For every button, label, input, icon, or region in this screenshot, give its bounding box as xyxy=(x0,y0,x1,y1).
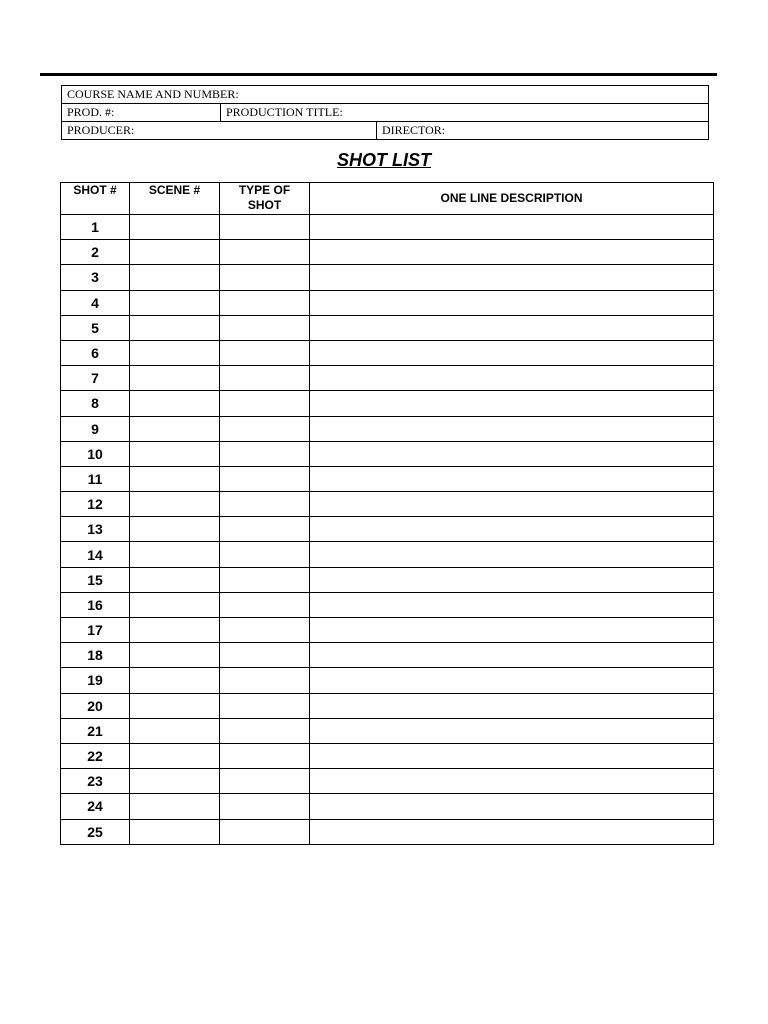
shot-number-cell: 6 xyxy=(61,340,130,365)
type-of-shot-cell[interactable] xyxy=(220,743,310,768)
scene-number-cell[interactable] xyxy=(130,769,220,794)
scene-number-cell[interactable] xyxy=(130,542,220,567)
scene-number-cell[interactable] xyxy=(130,492,220,517)
shot-number-cell: 14 xyxy=(61,542,130,567)
shot-number-cell: 22 xyxy=(61,743,130,768)
description-cell[interactable] xyxy=(310,542,714,567)
description-cell[interactable] xyxy=(310,718,714,743)
shot-number-cell: 19 xyxy=(61,668,130,693)
shot-number-cell: 20 xyxy=(61,693,130,718)
table-header-row xyxy=(61,183,714,215)
type-of-shot-cell[interactable] xyxy=(220,718,310,743)
scene-number-cell[interactable] xyxy=(130,315,220,340)
table-row xyxy=(61,240,714,265)
description-cell[interactable] xyxy=(310,441,714,466)
type-of-shot-cell[interactable] xyxy=(220,492,310,517)
scene-number-cell[interactable] xyxy=(130,643,220,668)
table-row xyxy=(61,643,714,668)
description-cell[interactable] xyxy=(310,240,714,265)
shot-number-cell: 5 xyxy=(61,315,130,340)
description-cell[interactable] xyxy=(310,391,714,416)
shot-number-cell: 15 xyxy=(61,567,130,592)
col-header-type-of-shot: TYPE OF SHOT xyxy=(220,183,310,215)
shot-number-cell: 7 xyxy=(61,366,130,391)
description-cell[interactable] xyxy=(310,794,714,819)
type-of-shot-cell[interactable] xyxy=(220,441,310,466)
scene-number-cell[interactable] xyxy=(130,592,220,617)
scene-number-cell[interactable] xyxy=(130,441,220,466)
table-row xyxy=(61,693,714,718)
description-cell[interactable] xyxy=(310,215,714,240)
scene-number-cell[interactable] xyxy=(130,819,220,844)
course-row xyxy=(62,86,708,104)
type-of-shot-cell[interactable] xyxy=(220,592,310,617)
table-row xyxy=(61,315,714,340)
description-cell[interactable] xyxy=(310,618,714,643)
scene-number-cell[interactable] xyxy=(130,340,220,365)
table-row xyxy=(61,517,714,542)
table-row xyxy=(61,618,714,643)
shot-number-cell: 11 xyxy=(61,466,130,491)
table-row xyxy=(61,769,714,794)
type-of-shot-cell[interactable] xyxy=(220,794,310,819)
shot-number-cell: 12 xyxy=(61,492,130,517)
people-row xyxy=(62,122,708,139)
type-of-shot-cell[interactable] xyxy=(220,542,310,567)
shot-number-cell: 13 xyxy=(61,517,130,542)
table-row xyxy=(61,340,714,365)
description-cell[interactable] xyxy=(310,819,714,844)
description-cell[interactable] xyxy=(310,643,714,668)
scene-number-cell[interactable] xyxy=(130,240,220,265)
scene-number-cell[interactable] xyxy=(130,466,220,491)
shot-number-cell: 25 xyxy=(61,819,130,844)
description-cell[interactable] xyxy=(310,693,714,718)
type-of-shot-cell[interactable] xyxy=(220,290,310,315)
table-row xyxy=(61,416,714,441)
type-of-shot-cell[interactable] xyxy=(220,416,310,441)
table-row xyxy=(61,743,714,768)
production-title-field[interactable]: PRODUCTION TITLE: xyxy=(220,104,708,121)
table-row xyxy=(61,366,714,391)
table-row xyxy=(61,466,714,491)
description-cell[interactable] xyxy=(310,290,714,315)
description-cell[interactable] xyxy=(310,492,714,517)
shot-list-table xyxy=(60,182,714,845)
scene-number-cell[interactable] xyxy=(130,290,220,315)
description-cell[interactable] xyxy=(310,769,714,794)
director-field[interactable]: DIRECTOR: xyxy=(376,122,708,139)
type-of-shot-cell[interactable] xyxy=(220,643,310,668)
scene-number-cell[interactable] xyxy=(130,668,220,693)
shot-number-cell: 9 xyxy=(61,416,130,441)
type-of-shot-cell[interactable] xyxy=(220,215,310,240)
table-row xyxy=(61,542,714,567)
type-of-shot-cell[interactable] xyxy=(220,769,310,794)
scene-number-cell[interactable] xyxy=(130,265,220,290)
table-row xyxy=(61,290,714,315)
shot-number-cell: 8 xyxy=(61,391,130,416)
table-row xyxy=(61,592,714,617)
col-header-shot: SHOT # xyxy=(61,183,130,215)
table-row xyxy=(61,718,714,743)
table-row xyxy=(61,668,714,693)
table-row xyxy=(61,265,714,290)
shot-number-cell: 1 xyxy=(61,215,130,240)
table-row xyxy=(61,215,714,240)
scene-number-cell[interactable] xyxy=(130,693,220,718)
table-row xyxy=(61,492,714,517)
type-of-shot-cell[interactable] xyxy=(220,618,310,643)
type-of-shot-cell[interactable] xyxy=(220,517,310,542)
col-header-scene: SCENE # xyxy=(130,183,220,215)
shot-number-cell: 16 xyxy=(61,592,130,617)
shot-number-cell: 21 xyxy=(61,718,130,743)
description-cell[interactable] xyxy=(310,517,714,542)
description-cell[interactable] xyxy=(310,592,714,617)
scene-number-cell[interactable] xyxy=(130,366,220,391)
description-cell[interactable] xyxy=(310,466,714,491)
description-cell[interactable] xyxy=(310,340,714,365)
shot-number-cell: 24 xyxy=(61,794,130,819)
scene-number-cell[interactable] xyxy=(130,215,220,240)
producer-field[interactable]: PRODUCER: xyxy=(67,123,135,137)
scene-number-cell[interactable] xyxy=(130,391,220,416)
table-row xyxy=(61,441,714,466)
table-row xyxy=(61,567,714,592)
shot-number-cell: 3 xyxy=(61,265,130,290)
type-of-shot-cell[interactable] xyxy=(220,340,310,365)
scene-number-cell[interactable] xyxy=(130,517,220,542)
table-row xyxy=(61,819,714,844)
table-row xyxy=(61,794,714,819)
col-header-description: ONE LINE DESCRIPTION xyxy=(310,183,714,215)
type-of-shot-cell[interactable] xyxy=(220,693,310,718)
scene-number-cell[interactable] xyxy=(130,416,220,441)
course-name-field[interactable]: COURSE NAME AND NUMBER: xyxy=(67,87,239,101)
prod-number-field[interactable]: PROD. #: xyxy=(67,105,115,119)
shot-number-cell: 17 xyxy=(61,618,130,643)
shot-number-cell: 23 xyxy=(61,769,130,794)
scene-number-cell[interactable] xyxy=(130,567,220,592)
type-of-shot-cell[interactable] xyxy=(220,265,310,290)
type-of-shot-cell[interactable] xyxy=(220,391,310,416)
type-of-shot-cell[interactable] xyxy=(220,366,310,391)
shot-number-cell: 4 xyxy=(61,290,130,315)
description-cell[interactable] xyxy=(310,567,714,592)
scene-number-cell[interactable] xyxy=(130,743,220,768)
description-cell[interactable] xyxy=(310,668,714,693)
type-of-shot-cell[interactable] xyxy=(220,819,310,844)
description-cell[interactable] xyxy=(310,416,714,441)
top-rule xyxy=(40,73,717,76)
production-info-box xyxy=(61,85,709,140)
shot-rows xyxy=(61,215,714,845)
type-of-shot-cell[interactable] xyxy=(220,466,310,491)
type-of-shot-cell[interactable] xyxy=(220,668,310,693)
type-of-shot-cell[interactable] xyxy=(220,315,310,340)
type-of-shot-cell[interactable] xyxy=(220,567,310,592)
shot-number-cell: 10 xyxy=(61,441,130,466)
prod-row xyxy=(62,104,708,122)
type-of-shot-cell[interactable] xyxy=(220,240,310,265)
page-title: SHOT LIST xyxy=(337,150,431,170)
table-row xyxy=(61,391,714,416)
scene-number-cell[interactable] xyxy=(130,618,220,643)
description-cell[interactable] xyxy=(310,366,714,391)
scene-number-cell[interactable] xyxy=(130,718,220,743)
shot-number-cell: 18 xyxy=(61,643,130,668)
shot-number-cell: 2 xyxy=(61,240,130,265)
description-cell[interactable] xyxy=(310,265,714,290)
description-cell[interactable] xyxy=(310,315,714,340)
description-cell[interactable] xyxy=(310,743,714,768)
scene-number-cell[interactable] xyxy=(130,794,220,819)
